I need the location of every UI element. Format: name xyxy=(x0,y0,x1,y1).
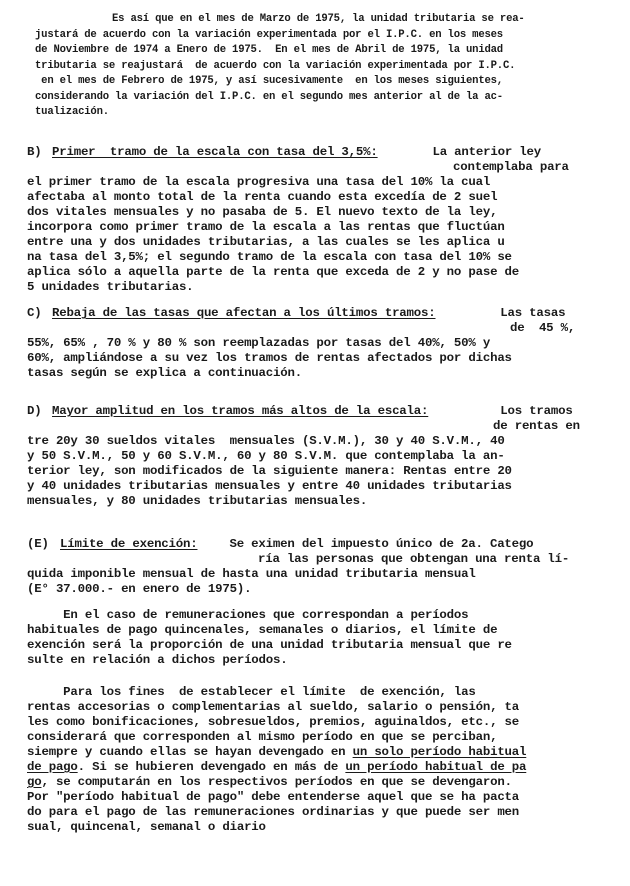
text-line: exención será la proporción de una unidad tributaria mensual que re xyxy=(27,638,512,652)
section-heading: Rebaja de las tasas que afectan a los últimos tramos: xyxy=(52,306,436,320)
text-line: considerando la variación del I.P.C. en el segundo mes anterior al de la ac- xyxy=(35,91,503,103)
section-heading: Mayor amplitud en los tramos más altos de la escala: xyxy=(52,404,429,418)
section-heading: Primer tramo de la escala con tasa del 3,5%: xyxy=(52,145,378,159)
section-marker: B) xyxy=(27,145,42,159)
text-line: el primer tramo de la escala progresiva una tasa del 10% la cual xyxy=(27,175,491,189)
underlined-phrase: un período habitual de pa xyxy=(345,760,527,774)
text-line: justará de acuerdo con la variación experimentada por el I.P.C. en los meses xyxy=(35,29,503,41)
underlined-phrase: un solo período habitual xyxy=(352,745,527,759)
text-line: tributaria se reajustará de acuerdo con la variación experimentada por I.P.C. xyxy=(35,60,516,72)
text-run: . Si se hubieren devengado en más de xyxy=(77,760,346,774)
text-run: , se computarán en los respectivos períodos en que se devengaron. xyxy=(41,775,512,789)
text-line: y 50 S.V.M., 50 y 60 S.V.M., 60 y 80 S.V.M. que contemplaba la an- xyxy=(27,449,505,463)
text-line: Las tasas xyxy=(493,306,566,320)
text-line: Para los fines de establecer el límite de exención, las xyxy=(27,685,476,699)
text-line xyxy=(27,776,512,788)
text-line: considerará que corresponden al mismo período en que se perciban, xyxy=(27,730,498,744)
text-line: 55%, 65% , 70 % y 80 % son reemplazadas por tasas del 40%, 50% y xyxy=(27,336,491,350)
underlined-phrase: de pago xyxy=(27,760,78,774)
text-line xyxy=(27,761,526,773)
text-run: siempre y cuando ellas se hayan devengado en xyxy=(27,745,353,759)
text-line: habituales de pago quincenales, semanales o diarios, el límite de xyxy=(27,623,498,637)
text-line: de 45 %, xyxy=(510,321,576,335)
text-line: sual, quincenal, semanal o diario xyxy=(27,820,266,834)
text-line: En el caso de remuneraciones que correspondan a períodos xyxy=(27,608,469,622)
text-line: 5 unidades tributarias. xyxy=(27,280,194,294)
section-marker: (E) xyxy=(27,537,49,551)
text-line: y 40 unidades tributarias mensuales y entre 40 unidades tributarias xyxy=(27,479,512,493)
text-line: do para el pago de las remuneraciones ordinarias y que puede ser men xyxy=(27,805,520,819)
text-line: tualización. xyxy=(35,106,109,118)
text-line: de rentas en xyxy=(493,419,580,433)
text-line: tre 20y 30 sueldos vitales mensuales (S.V.M.), 30 y 40 S.V.M., 40 xyxy=(27,434,505,448)
text-line: rentas accesorias o complementarias al sueldo, salario o pensión, ta xyxy=(27,700,520,714)
text-line: en el mes de Febrero de 1975, y así sucesivamente en los meses siguientes, xyxy=(35,75,503,87)
text-line: terior ley, son modificados de la siguiente manera: Rentas entre 20 xyxy=(27,464,512,478)
text-line: mensuales, y 80 unidades tributarias mensuales. xyxy=(27,494,368,508)
text-line: Los tramos xyxy=(493,404,573,418)
section-heading: Límite de exención: xyxy=(60,537,198,551)
text-line: Se eximen del impuesto único de 2a. Catego xyxy=(215,537,534,551)
text-line: La anterior ley xyxy=(418,145,542,159)
text-line: tasas según se explica a continuación. xyxy=(27,366,302,380)
text-line: 60%, ampliándose a su vez los tramos de rentas afectados por dichas xyxy=(27,351,512,365)
section-marker: D) xyxy=(27,404,42,418)
text-line: sulte en relación a dichos períodos. xyxy=(27,653,288,667)
text-line: incorpora como primer tramo de la escala a las rentas que fluctúan xyxy=(27,220,505,234)
text-line: quida imponible mensual de hasta una unidad tributaria mensual xyxy=(27,567,476,581)
text-line: Es así que en el mes de Marzo de 1975, la unidad tributaria se rea- xyxy=(112,13,525,25)
text-line: afectaba al monto total de la renta cuando esta excedía de 2 suel xyxy=(27,190,498,204)
text-line: de Noviembre de 1974 a Enero de 1975. En el mes de Abril de 1975, la unidad xyxy=(35,44,503,56)
text-line: ría las personas que obtengan una renta lí- xyxy=(258,552,570,566)
text-line: entre una y dos unidades tributarias, a las cuales se les aplica u xyxy=(27,235,505,249)
text-line: les como bonificaciones, sobresueldos, premios, aguinaldos, etc., se xyxy=(27,715,520,729)
text-line: na tasa del 3,5%; el segundo tramo de la escala con tasa del 10% se xyxy=(27,250,512,264)
text-line: (E° 37.000.- en enero de 1975). xyxy=(27,582,252,596)
text-line xyxy=(27,746,526,758)
text-line: contemplaba para xyxy=(453,160,569,174)
underlined-phrase: go xyxy=(27,775,42,789)
text-line: aplica sólo a aquella parte de la renta que exceda de 2 y no pase de xyxy=(27,265,520,279)
text-line: dos vitales mensuales y no pasaba de 5. El nuevo texto de la ley, xyxy=(27,205,498,219)
section-marker: C) xyxy=(27,306,42,320)
text-line: Por "período habitual de pago" debe entenderse aquel que se ha pacta xyxy=(27,790,520,804)
